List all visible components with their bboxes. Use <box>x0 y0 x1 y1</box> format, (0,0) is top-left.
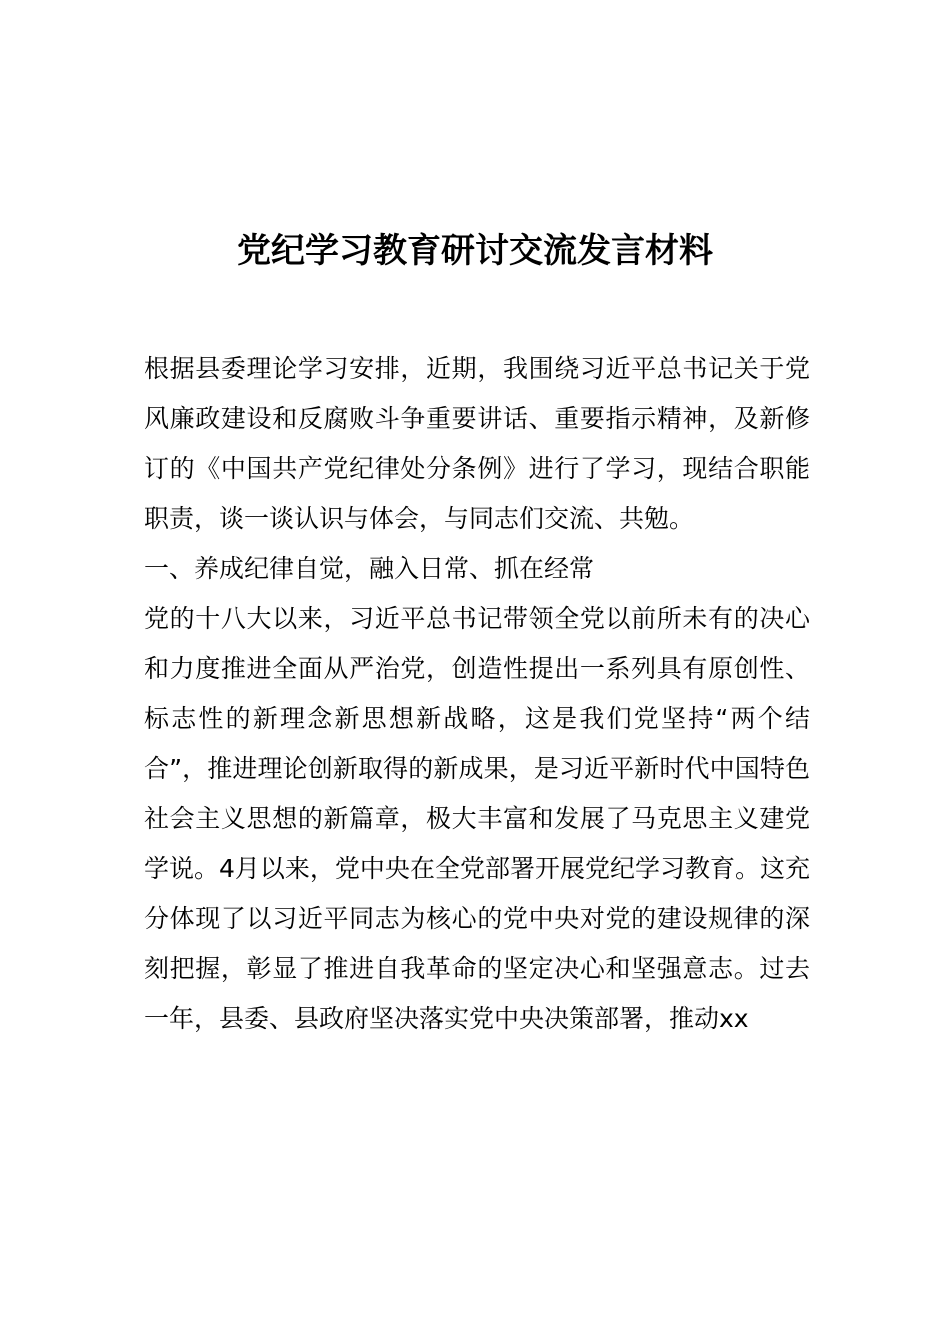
section-heading-1: 一、养成纪律自觉，融入日常、抓在经常 <box>144 554 595 583</box>
document-body <box>144 344 810 1044</box>
intro-paragraph: 根据县委理论学习安排，近期，我围绕习近平总书记关于党风廉政建设和反腐败斗争重要讲话、重要指示精神，及新修订的《中国共产党纪律处分条例》进行了学习，现结合职能职责，谈一谈认识与体会，与同志们交流、共勉。 <box>144 354 810 533</box>
section-1-paragraph: 党的十八大以来，习近平总书记带领全党以前所未有的决心和力度推进全面从严治党，创造性提出一系列具有原创性、标志性的新理念新思想新战略，这是我们党坚持“两个结合”，推进理论创新取得的新成果，是习近平新时代中国特色社会主义思想的新篇章，极大丰富和发展了马克思主义建党学说。4月以来，党中央在全党部署开展党纪学习教育。这充分体现了以习近平同志为核心的党中央对党的建设规律的深刻把握，彰显了推进自我革命的坚定决心和坚强意志。过去一年，县委、县政府坚决落实党中央决策部署，推动xx <box>144 604 810 1033</box>
document-title: 党纪学习教育研讨交流发言材料 <box>237 230 713 271</box>
